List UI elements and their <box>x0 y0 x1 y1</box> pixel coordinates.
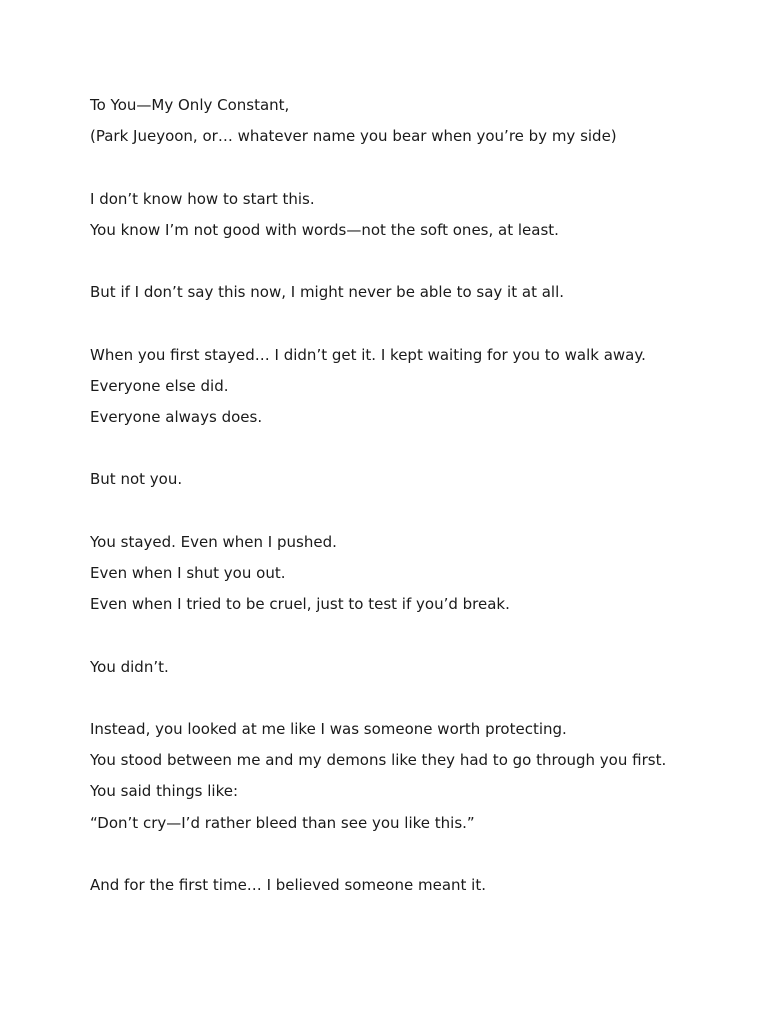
paragraph-gap <box>90 308 730 339</box>
text-line: Everyone always does. <box>90 407 263 426</box>
text-line: Everyone else did. <box>90 376 229 395</box>
text-line: You stood between me and my demons like they had to go through you first. <box>90 751 667 770</box>
text-line: But if I don’t say this now, I might never be able to say it at all. <box>90 283 565 302</box>
text-line: You didn’t. <box>90 657 169 676</box>
paragraph-gap <box>90 839 730 870</box>
salutation: To You—My Only Constant, <box>90 96 290 114</box>
text-line: When you first stayed… I didn’t get it. I kept waiting for you to walk away. <box>90 345 646 364</box>
text-line: You said things like: <box>90 782 239 801</box>
paragraph-gap <box>90 683 730 714</box>
paragraph-gap <box>90 433 730 464</box>
paragraph-gap <box>90 246 730 277</box>
text-line: I don’t know how to start this. <box>90 189 315 208</box>
text-line: But not you. <box>90 470 183 489</box>
text-line: Instead, you looked at me like I was someone worth protecting. <box>90 719 567 738</box>
text-line: You stayed. Even when I pushed. <box>90 532 337 551</box>
paragraph-gap <box>90 496 730 527</box>
text-line: Even when I tried to be cruel, just to test if you’d break. <box>90 595 510 614</box>
quote-line: “Don’t cry—I’d rather bleed than see you like this.” <box>90 813 475 832</box>
text-line: And for the first time… I believed someone meant it. <box>90 875 486 894</box>
document-page <box>90 90 730 901</box>
text-line: You know I’m not good with words—not the soft ones, at least. <box>90 220 559 239</box>
paragraph-gap <box>90 152 730 183</box>
paragraph-gap <box>90 620 730 651</box>
subtitle: (Park Jueyoon, or… whatever name you bear when you’re by my side) <box>90 127 617 146</box>
text-line: Even when I shut you out. <box>90 563 286 582</box>
